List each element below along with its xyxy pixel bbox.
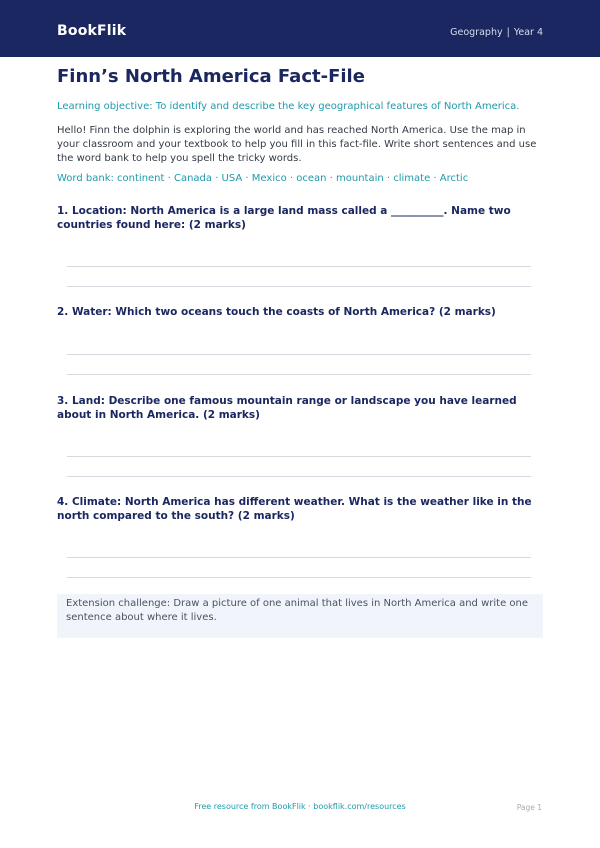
page-title: Finn’s North America Fact-File bbox=[57, 66, 365, 87]
brand-logo[interactable]: BookFlik bbox=[57, 23, 127, 39]
answer-line-4a[interactable] bbox=[67, 557, 531, 558]
answer-line-3b[interactable] bbox=[67, 476, 531, 477]
answer-line-2a[interactable] bbox=[67, 354, 531, 355]
word-bank: Word bank: continent · Canada · USA · Mexico · ocean · mountain · climate · Arctic bbox=[57, 173, 469, 184]
page-number: Page 1 bbox=[516, 803, 542, 812]
answer-line-1a[interactable] bbox=[67, 266, 531, 267]
subject-label: Geography bbox=[450, 27, 503, 38]
intro-paragraph: Hello! Finn the dolphin is exploring the world and has reached North America. Use the map in your classroom and your textbook to help you fill in this fact-file. Write short sentences and use the word bank to help you spell the tricky words. bbox=[57, 125, 537, 164]
answer-line-1b[interactable] bbox=[67, 286, 531, 287]
question-3: 3. Land: Describe one famous mountain range or landscape you have learned about in North America. (2 marks) bbox=[57, 395, 517, 421]
extension-text: Extension challenge: Draw a picture of one animal that lives in North America and write one sentence about where it lives. bbox=[66, 598, 529, 623]
footer-credit[interactable]: Free resource from BookFlik · bookflik.com/resources bbox=[194, 802, 406, 811]
answer-line-2b[interactable] bbox=[67, 374, 531, 375]
question-1: 1. Location: North America is a large land mass called a __________. Name two countries found here: (2 marks) bbox=[57, 205, 511, 231]
header-meta bbox=[450, 27, 543, 38]
question-4: 4. Climate: North America has different weather. What is the weather like in the north compared to the south? (2 marks) bbox=[57, 496, 532, 522]
page-header bbox=[0, 0, 600, 57]
answer-line-3a[interactable] bbox=[67, 456, 531, 457]
extension-box bbox=[57, 594, 543, 638]
answer-line-4b[interactable] bbox=[67, 577, 531, 578]
learning-objective: Learning objective: To identify and describe the key geographical features of North America. bbox=[57, 101, 520, 112]
year-label: Year 4 bbox=[513, 27, 543, 38]
header-separator: | bbox=[506, 27, 510, 38]
question-2: 2. Water: Which two oceans touch the coasts of North America? (2 marks) bbox=[57, 306, 496, 318]
